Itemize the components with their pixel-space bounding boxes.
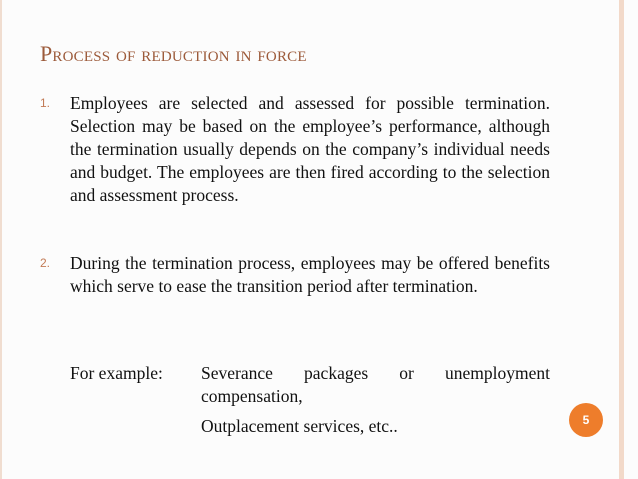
page-number-badge: 5 [569, 403, 603, 437]
left-border-decoration [0, 0, 2, 479]
list-item [40, 252, 550, 298]
right-border-decoration [619, 0, 624, 479]
list-item [40, 92, 550, 207]
example-label: For example: [70, 363, 163, 383]
example-line-1: Severance packages or unemployment [201, 363, 550, 383]
slide-title: Process of reduction in force [40, 41, 307, 66]
list-item-text: Employees are selected and assessed for possible termination. Selection may be based on the employee’s performance, although the termination usually depends on the company’s individual needs and budget. The employees are then fired according to the selection and assessment process. [70, 93, 550, 205]
example-block [70, 362, 550, 438]
list-item-number: 2. [40, 256, 51, 270]
example-line-3: Outplacement services, etc.. [201, 416, 398, 436]
example-row [70, 362, 550, 385]
list-item-number: 1. [40, 96, 51, 110]
list-item-text: During the termination process, employees may be offered benefits which serve to ease the transition period after termination. [70, 253, 550, 296]
numbered-list [40, 92, 550, 298]
example-line-2: compensation, [201, 386, 303, 406]
